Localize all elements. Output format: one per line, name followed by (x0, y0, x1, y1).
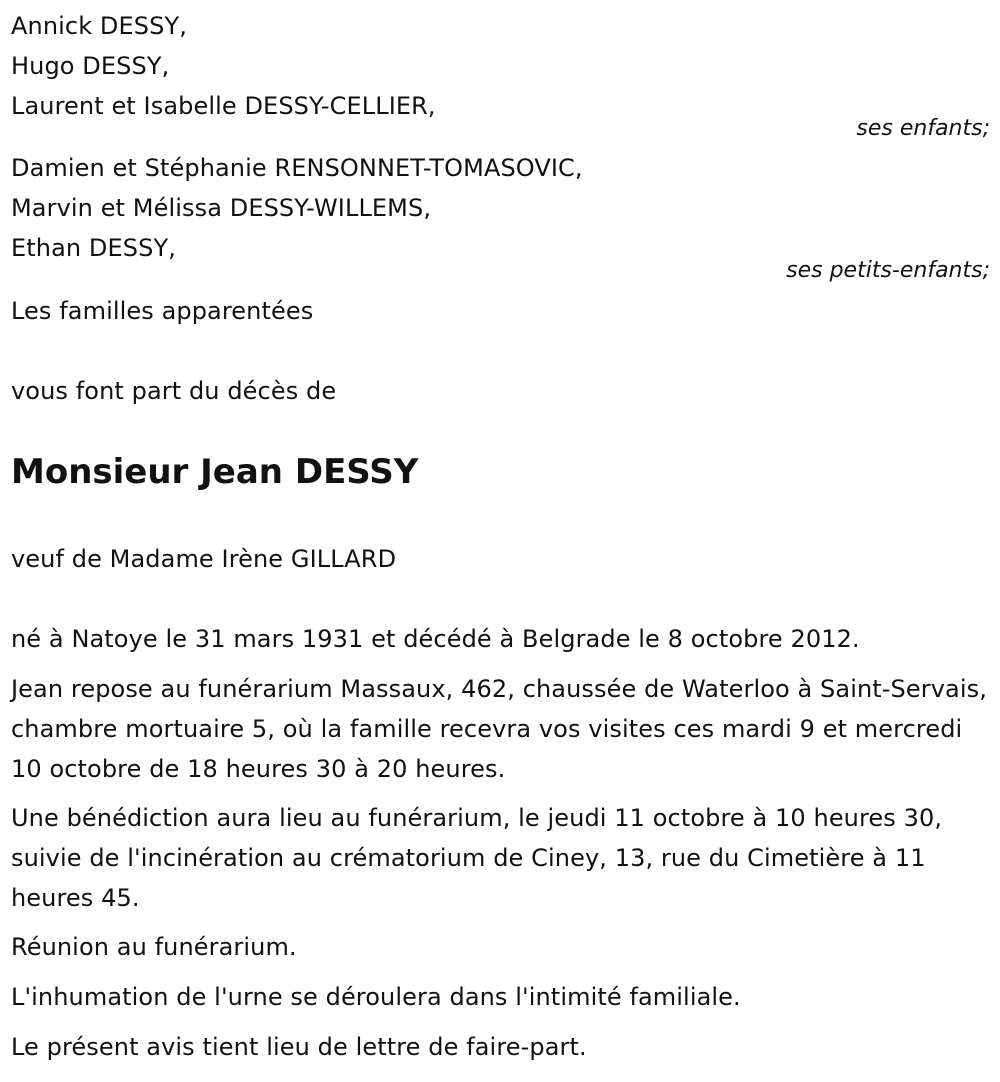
reunion-paragraph: Réunion au funérarium. (11, 933, 297, 961)
grandchild-line-1: Damien et Stéphanie RENSONNET-TOMASOVIC, (11, 154, 583, 182)
grandchild-line-2: Marvin et Mélissa DESSY-WILLEMS, (11, 194, 432, 222)
grandchildren-label: ses petits-enfants; (786, 258, 990, 283)
children-label: ses enfants; (856, 116, 990, 141)
deceased-name: Monsieur Jean DESSY (11, 452, 419, 492)
grandchild-line-3: Ethan DESSY, (11, 234, 176, 262)
child-line-3: Laurent et Isabelle DESSY-CELLIER, (11, 92, 436, 120)
families-line: Les familles apparentées (11, 297, 314, 325)
birth-death-paragraph: né à Natoye le 31 mars 1931 et décédé à Belgrade le 8 octobre 2012. (11, 625, 860, 653)
visitation-paragraph: Jean repose au funérarium Massaux, 462, chaussée de Waterloo à Saint-Servais, chambre mortuaire 5, où la famille recevra vos visites ces mardi 9 et mercredi 10 octobre de 18 heures 30 à 20 heures. (11, 675, 987, 783)
child-line-1: Annick DESSY, (11, 12, 187, 40)
announce-line: vous font part du décès de (11, 377, 337, 405)
urn-paragraph: L'inhumation de l'urne se déroulera dans l'intimité familiale. (11, 983, 741, 1011)
notice-paragraph: Le présent avis tient lieu de lettre de faire-part. (11, 1033, 587, 1061)
widower-line: veuf de Madame Irène GILLARD (11, 545, 397, 573)
ceremony-paragraph: Une bénédiction aura lieu au funérarium, le jeudi 11 octobre à 10 heures 30, suivie de l'incinération au crématorium de Ciney, 13, rue du Cimetière à 11 heures 45. (11, 804, 943, 912)
child-line-2: Hugo DESSY, (11, 52, 170, 80)
